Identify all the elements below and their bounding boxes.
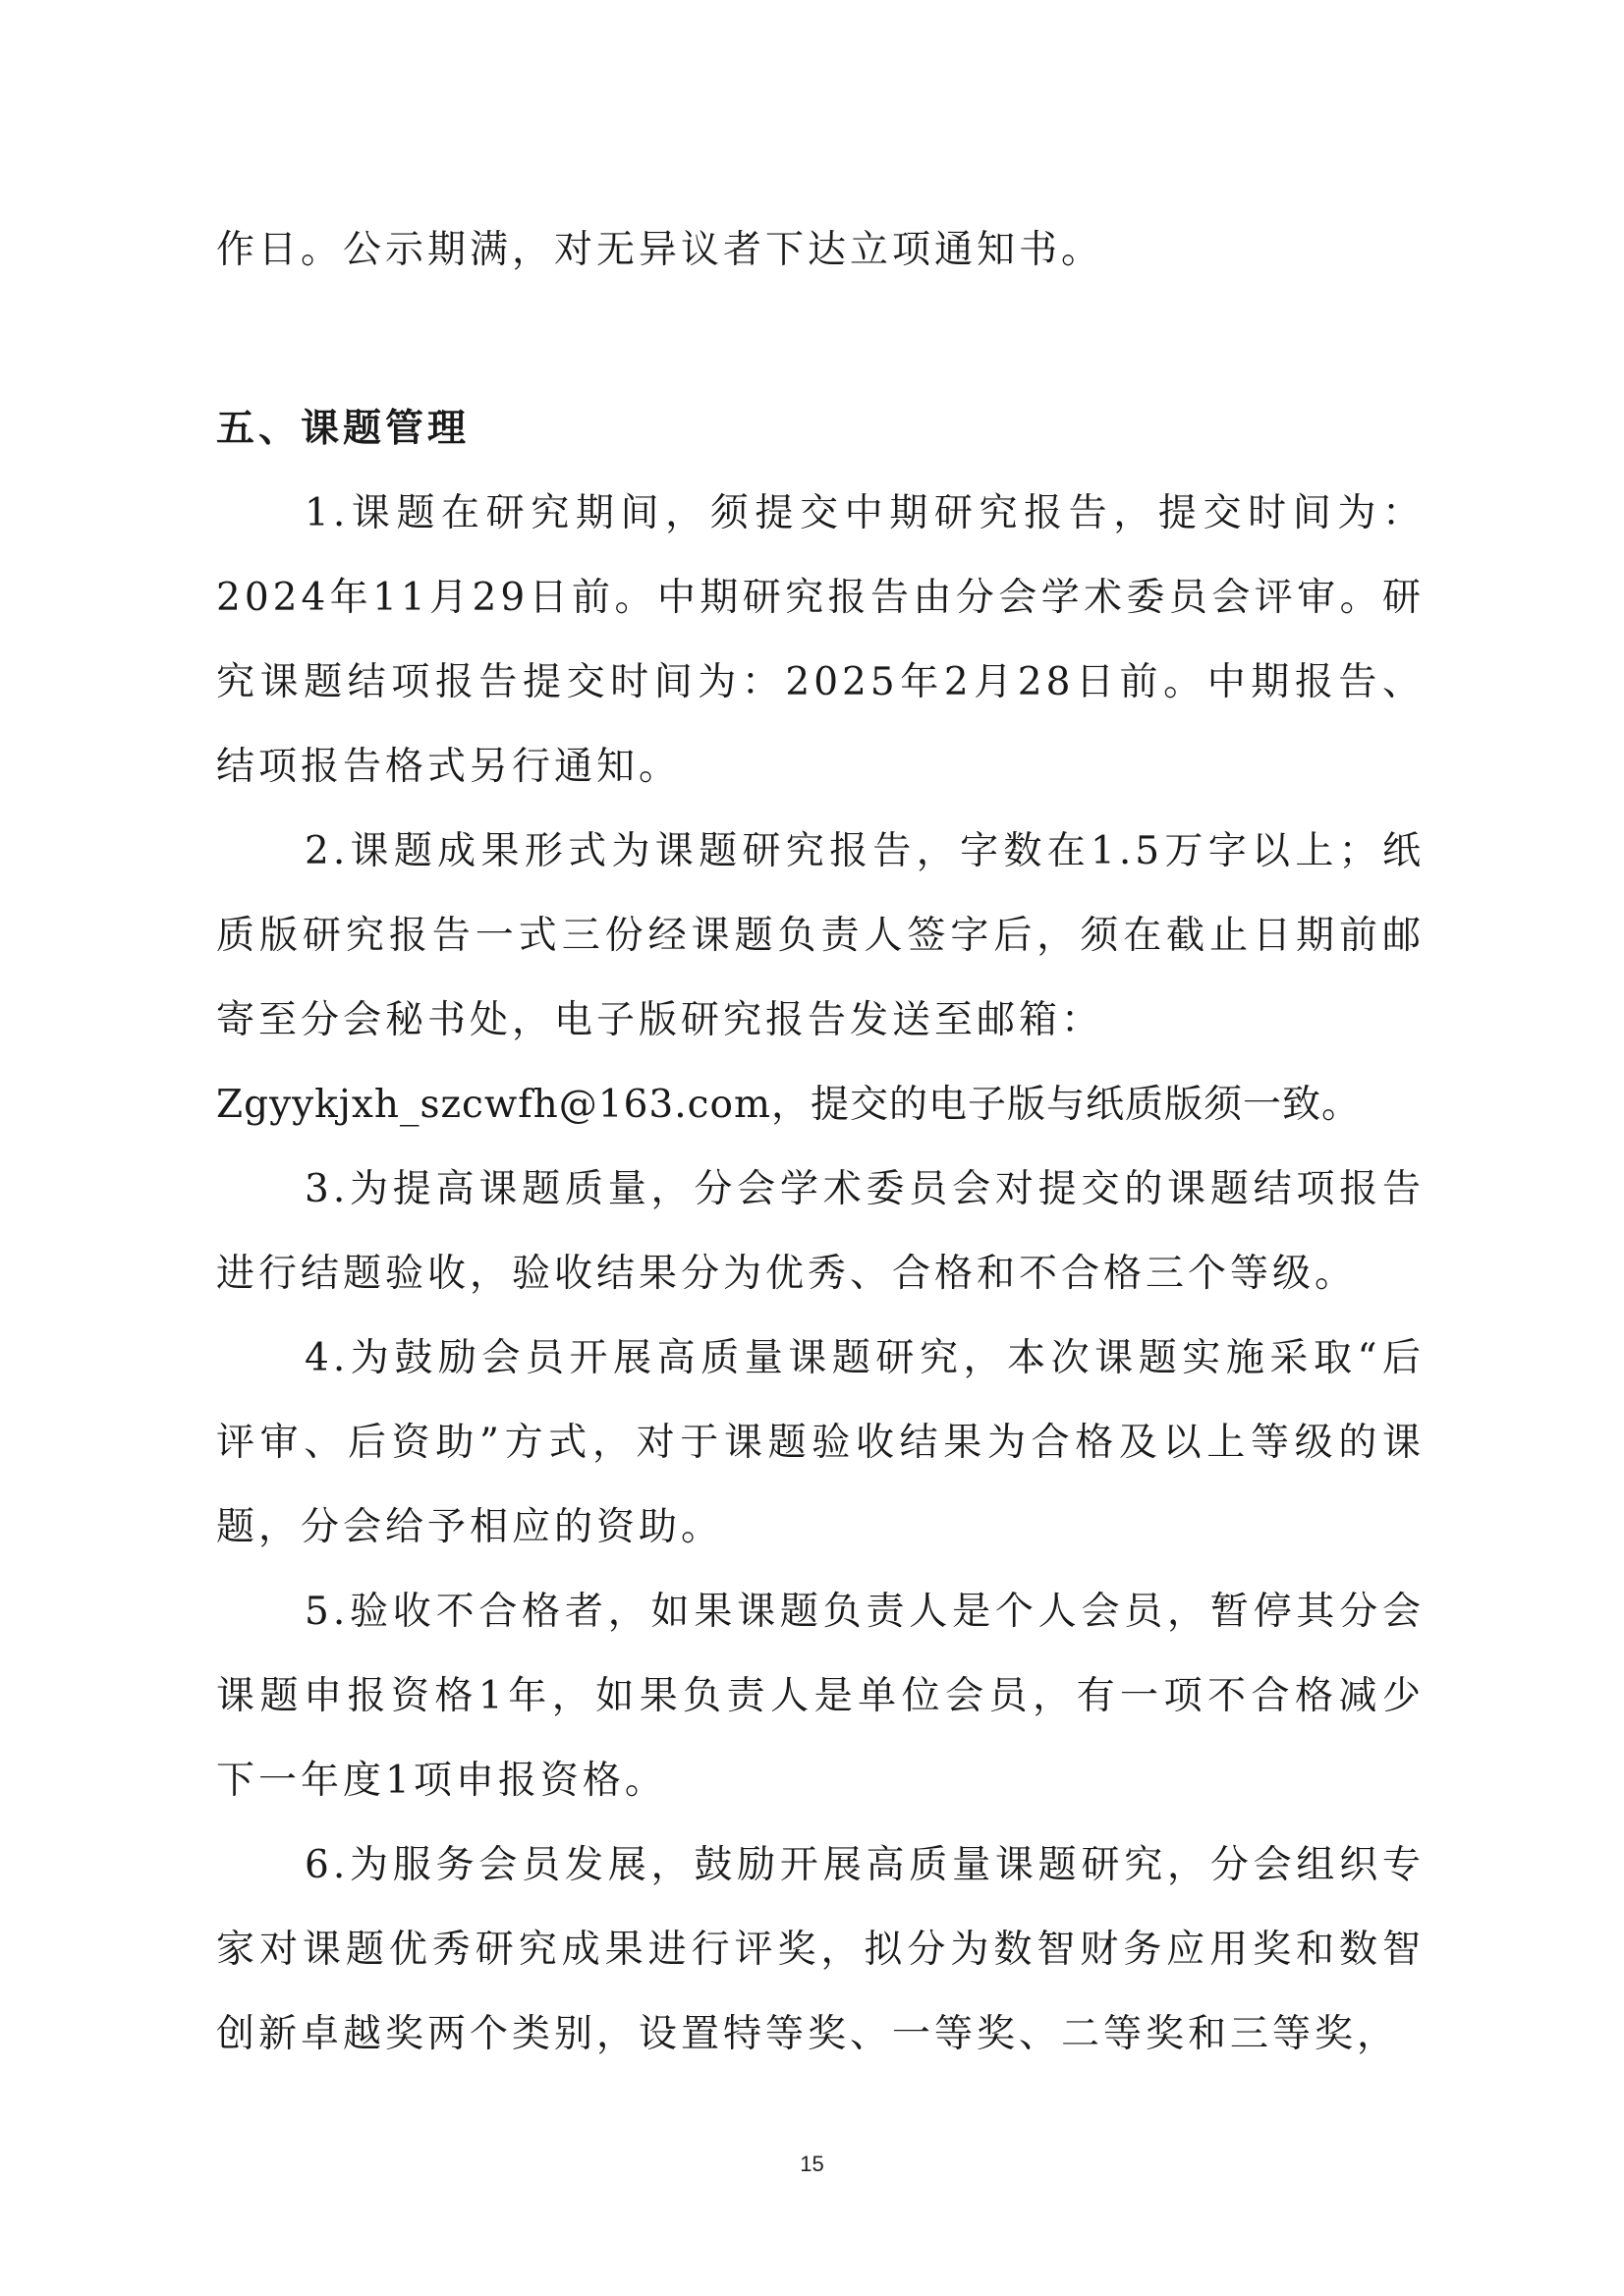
paragraph-item-4: 4.为鼓励会员开展高质量课题研究，本次课题实施采取“后评审、后资助”方式，对于课题验收结果为合格及以上等级的课题，分会给予相应的资助。: [216, 1336, 1425, 1549]
continuation-paragraph: 作日。公示期满，对无异议者下达立项通知书。: [216, 228, 1104, 272]
paragraph-item-3: 3.为提高课题质量，分会学术委员会对提交的课题结项报告进行结题验收，验收结果分为优秀、合格和不合格三个等级。: [216, 1167, 1425, 1296]
paragraph-item-5: 5.验收不合格者，如果课题负责人是个人会员，暂停其分会课题申报资格1年，如果负责人是单位会员，有一项不合格减少下一年度1项申报资格。: [216, 1590, 1425, 1803]
paragraph-item-6: 6.为服务会员发展，鼓励开展高质量课题研究，分会组织专家对课题优秀研究成果进行评奖，拟分为数智财务应用奖和数智创新卓越奖两个类别，设置特等奖、一等奖、二等奖和三等奖，: [216, 1843, 1425, 2056]
paragraph-item-2-email: Zgyykjxh_szcwfh@163.com，提交的电子版与纸质版须一致。: [216, 1083, 1361, 1127]
section-heading: 五、课题管理: [216, 407, 471, 451]
document-body: [216, 208, 1425, 2077]
paragraph-item-2: 2.课题成果形式为课题研究报告，字数在1.5万字以上；纸质版研究报告一式三份经课题负责人签字后，须在截止日期前邮寄至分会秘书处，电子版研究报告发送至邮箱：: [216, 829, 1425, 1042]
paragraph-item-1: 1.课题在研究期间，须提交中期研究报告，提交时间为：2024年11月29日前。中期研究报告由分会学术委员会评审。研究课题结项报告提交时间为：2025年2月28日前。中期报告、结项报告格式另行通知。: [216, 491, 1425, 789]
page-number: 15: [800, 2152, 824, 2176]
